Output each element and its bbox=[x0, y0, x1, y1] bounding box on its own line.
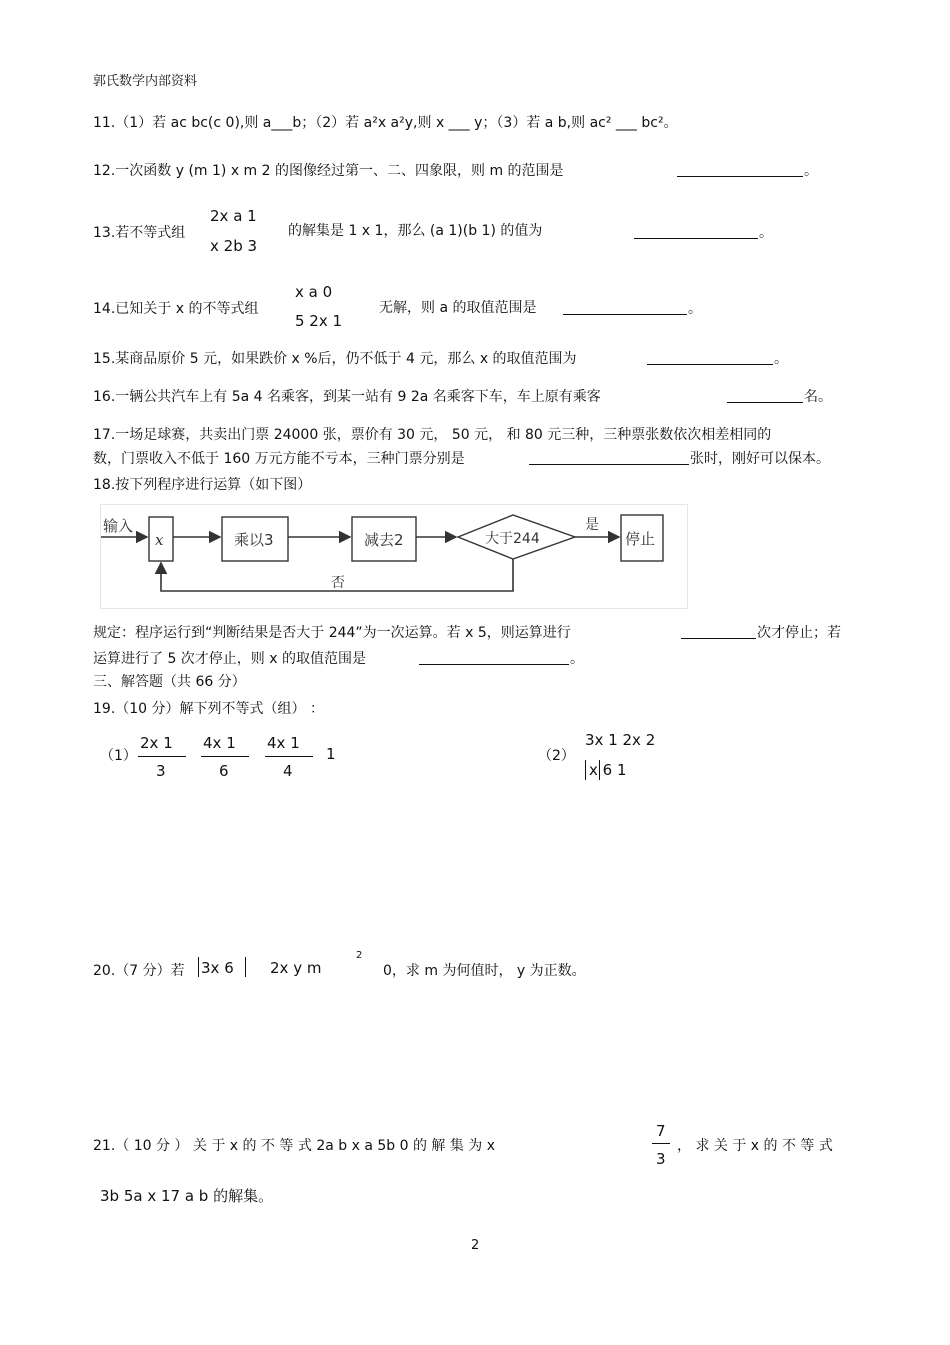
answer-blank-17 bbox=[529, 450, 689, 465]
question-19: 19.（10 分）解下列不等式（组） ： bbox=[93, 701, 324, 717]
q14-suffix: 无解，则 a 的取值范围是 bbox=[379, 300, 537, 316]
q13-end: 。 bbox=[759, 225, 773, 241]
q19-rhs: 1 bbox=[326, 745, 336, 763]
q13-system-line1: 2x a 1 bbox=[210, 207, 257, 225]
page-header: 郭氏数学内部资料 bbox=[93, 74, 198, 89]
answer-blank-18b bbox=[419, 650, 569, 665]
answer-blank-16 bbox=[727, 388, 803, 403]
q15-end: 。 bbox=[774, 351, 788, 367]
page-number: 2 bbox=[471, 1238, 480, 1253]
question-16: 16.一辆公共汽车上有 5a 4 名乘客，到某一站有 9 2a 名乘客下车，车上原有乘客 bbox=[93, 389, 601, 405]
q13-system-line2: x 2b 3 bbox=[210, 237, 258, 255]
question-18: 18.按下列程序进行运算（如下图） bbox=[93, 477, 312, 493]
q19-system-line1: 3x 1 2x 2 bbox=[585, 731, 656, 749]
flow-box-stop-label: 停止 bbox=[625, 530, 656, 548]
q14-end: 。 bbox=[688, 301, 702, 317]
question-14-prefix: 14.已知关于 x 的不等式组 bbox=[93, 301, 259, 317]
question-20-prefix: 20.（7 分）若 bbox=[93, 963, 185, 979]
q19-f3-bar bbox=[265, 756, 313, 757]
q21-line1-end: ， 求 关 于 x 的 不 等 式 bbox=[677, 1138, 833, 1154]
q19-f1-bar bbox=[138, 756, 186, 757]
question-17-line2: 数，门票收入不低于 160 万元方能不亏本，三种门票分别是 bbox=[93, 451, 465, 467]
q18-rule-line2-end: 。 bbox=[570, 651, 584, 667]
q19-f1-denominator: 3 bbox=[156, 762, 166, 780]
question-11: 11.（1）若 ac bc(c 0),则 a___b；（2）若 a²x a²y,则 x ___ y；（3）若 a b,则 ac² ___ bc²。 bbox=[93, 115, 678, 131]
q20-abs-bar-right bbox=[245, 957, 246, 977]
question-15: 15.某商品原价 5 元，如果跌价 x %后，仍不低于 4 元，那么 x 的取值范围为 bbox=[93, 351, 577, 367]
flow-box-multiply-label: 乘以3 bbox=[234, 531, 274, 549]
flow-decision-label: 大于244 bbox=[485, 531, 540, 547]
question-21-line2: 3b 5a x 17 a b 的解集。 bbox=[100, 1187, 274, 1205]
question-17-line1: 17.一场足球赛，共卖出门票 24000 张，票价有 30 元， 50 元， 和 80 元三种，三种票张数依次相差相同的 bbox=[93, 427, 772, 443]
q19-abs-bar-left bbox=[585, 760, 586, 780]
flowchart bbox=[100, 504, 688, 609]
q19-system-line2: x 6 1 bbox=[589, 761, 627, 779]
question-13-prefix: 13.若不等式组 bbox=[93, 225, 186, 241]
q19-f2-bar bbox=[201, 756, 249, 757]
q14-system-line2: 5 2x 1 bbox=[295, 312, 343, 330]
q19-f2-numerator: 4x 1 bbox=[203, 734, 236, 752]
q12-end: 。 bbox=[804, 163, 818, 179]
flow-box-x-label: x bbox=[155, 531, 164, 549]
q20-expr: 2x y m bbox=[270, 959, 322, 977]
flow-yes-label: 是 bbox=[585, 517, 599, 533]
q18-rule-line1: 规定：程序运行到“判断结果是否大于 244”为一次运算。若 x 5，则运算进行 bbox=[93, 625, 571, 641]
q13-suffix: 的解集是 1 x 1，那么 (a 1)(b 1) 的值为 bbox=[288, 223, 543, 239]
q19-part1-label: （1） bbox=[100, 748, 137, 764]
q20-exponent: 2 bbox=[356, 950, 363, 961]
q19-f3-denominator: 4 bbox=[283, 762, 293, 780]
answer-blank-18a bbox=[681, 624, 756, 639]
q16-end: 名。 bbox=[804, 389, 832, 405]
q20-suffix: 0，求 m 为何值时， y 为正数。 bbox=[383, 963, 586, 979]
q20-abs-expr: 3x 6 bbox=[201, 959, 234, 977]
q17-end: 张时，刚好可以保本。 bbox=[690, 451, 830, 467]
q18-rule-line1-end: 次才停止；若 bbox=[757, 625, 841, 641]
q18-rule-line2: 运算进行了 5 次才停止，则 x 的取值范围是 bbox=[93, 651, 366, 667]
flow-input-label: 输入 bbox=[103, 517, 134, 535]
answer-blank-14 bbox=[563, 300, 687, 315]
question-21-line1: 21.（ 10 分 ） 关 于 x 的 不 等 式 2a b x a 5b 0 的 解 集 为 x bbox=[93, 1138, 496, 1154]
q19-f1-numerator: 2x 1 bbox=[140, 734, 173, 752]
q19-f3-numerator: 4x 1 bbox=[267, 734, 300, 752]
q19-f2-denominator: 6 bbox=[219, 762, 229, 780]
q21-frac-bar bbox=[652, 1143, 670, 1144]
q21-frac-denominator: 3 bbox=[656, 1150, 666, 1168]
flow-box-subtract-label: 减去2 bbox=[364, 531, 404, 549]
q20-abs-bar-left bbox=[198, 957, 199, 977]
answer-blank-12 bbox=[677, 162, 803, 177]
question-12: 12.一次函数 y (m 1) x m 2 的图像经过第一、二、四象限，则 m 的范围是 bbox=[93, 163, 564, 179]
q19-part2-label: （2） bbox=[538, 748, 575, 764]
flow-no-label: 否 bbox=[331, 575, 345, 591]
answer-blank-13 bbox=[634, 224, 758, 239]
answer-blank-15 bbox=[647, 350, 773, 365]
section-title: 三、解答题（共 66 分） bbox=[93, 674, 246, 690]
q21-frac-numerator: 7 bbox=[656, 1122, 666, 1140]
q14-system-line1: x a 0 bbox=[295, 283, 333, 301]
